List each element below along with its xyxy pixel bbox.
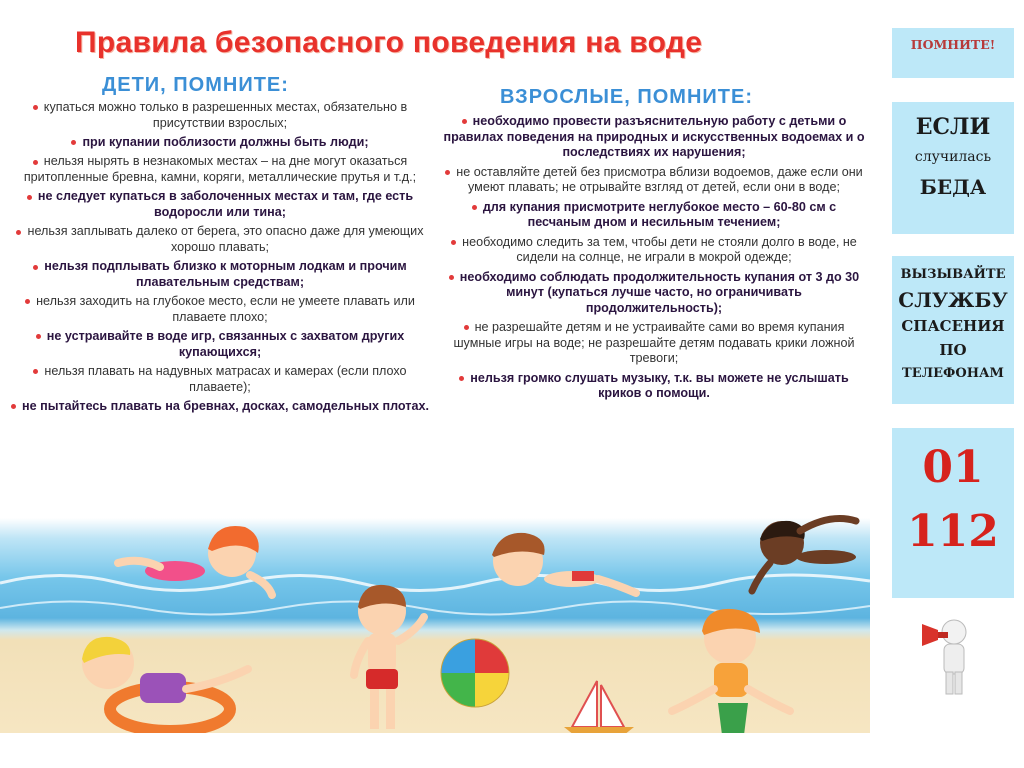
rule-item [10,294,430,325]
bullet-icon [462,119,467,124]
rule-text: купаться можно только в разрешенных местах, обязательно в присутствии взрослых; [43,100,408,130]
phone-numbers-panel [892,428,1014,598]
bullet-icon [33,369,38,374]
safety-poster [0,18,870,733]
bullet-icon [472,205,477,210]
rule-item [440,371,868,402]
swimming-boy [492,533,636,593]
girl-with-bucket [672,609,790,733]
service-line-4: ПО [939,341,967,359]
service-line-3: СПАСЕНИЯ [901,317,1005,335]
bullet-icon [459,376,464,381]
sea-waves [0,575,870,615]
girl-on-swim-ring [82,637,248,731]
rule-text: необходимо провести разъяснительную работу с детьми о правилах поведения на природных и искусственных водоемах и о последствиях их нарушения; [443,114,865,160]
if-trouble-panel [892,102,1014,234]
rule-item [10,399,430,415]
rule-item [10,224,430,255]
rule-text: нельзя громко слушать музыку, т.к. вы можете не услышать криков о помощи. [470,370,849,401]
beach-ball [441,639,509,707]
rule-item [440,165,868,196]
trouble-line-2: случилась [914,149,992,165]
bullet-icon [33,160,38,165]
rule-item [440,114,868,161]
rule-item [10,364,430,395]
rule-item [440,320,868,367]
bullet-icon [71,140,76,145]
service-line-5: ТЕЛЕФОНАМ [902,366,1004,381]
poster-title: Правила безопасного поведения на воде [75,26,703,59]
rule-text: нельзя заплывать далеко от берега, это опасно даже для умеющих хорошо плавать; [27,224,424,254]
trouble-line-1: ЕСЛИ [915,114,991,140]
remember-panel [892,28,1014,78]
service-line-2: СЛУЖБУ [898,288,1008,312]
rule-item [440,200,868,231]
bullet-icon [33,265,38,270]
bullet-icon [451,240,456,245]
swimming-child-right [752,519,856,591]
adults-rules-list [440,114,868,406]
rule-text: нельзя нырять в незнакомых местах – на дне могут оказаться притопленные бревна, камни, коряги, металлические прутья и т.д.; [23,154,417,184]
rule-item [440,270,868,317]
bullet-icon [33,105,38,110]
beach-illustration [0,513,870,733]
bullet-icon [11,404,16,409]
rule-text: нельзя заходить на глубокое место, если не умеете плавать или плаваете плохо; [36,294,415,324]
rule-text: при купании поблизости должны быть люди; [82,134,369,149]
kids-heading: ДЕТИ, ПОМНИТЕ: [102,74,289,96]
rule-text: не устраивайте в воде игр, связанных с захватом других купающихся; [46,329,405,359]
megaphone-figure-icon [918,610,978,700]
rule-item [10,135,430,151]
bullet-icon [464,325,469,330]
rule-item [440,235,868,266]
bullet-icon [445,170,450,175]
rule-text: не следует купаться в заболоченных местах и там, где есть водоросли или тина; [37,189,414,219]
remember-label: ПОМНИТЕ! [910,37,996,52]
bullet-icon [27,195,32,200]
rule-item [10,259,430,290]
adults-heading: ВЗРОСЛЫЕ, ПОМНИТЕ: [500,86,753,108]
bullet-icon [36,334,41,339]
rule-item [10,154,430,185]
bullet-icon [16,230,21,235]
trouble-line-3: БЕДА [919,175,987,199]
rule-item [10,189,430,220]
bullet-icon [449,275,454,280]
phone-number-01: 01 [922,442,984,493]
swimming-girl [118,526,272,595]
rule-text: необходимо следить за тем, чтобы дети не стояли долго в воде, не сидели на солнце, не играли в мокрой одежде; [462,234,857,265]
bullet-icon [25,299,30,304]
service-line-1: ВЫЗЫВАЙТЕ [900,267,1006,282]
rule-text: нельзя подплывать близко к моторным лодкам и прочим плавательным средствам; [44,259,407,289]
rule-text: не разрешайте детям и не устраивайте сами во время купания шумные игры на воде; не разрешайте детям подавать крики ложной тревоги; [453,320,855,366]
rule-text: для купания присмотрите неглубокое место – 60-80 см с песчаным дном и несильным течением; [482,199,837,230]
rule-text: необходимо соблюдать продолжительность купания от 3 до 30 минут (купаться лучше часто, но ограничивать продолжительность); [459,269,860,315]
rule-text: нельзя плавать на надувных матрасах и камерах (если плохо плаваете); [44,364,407,394]
rule-text: не оставляйте детей без присмотра вблизи водоемов, даже если они умеют плавать; не отрывайте взгляд от детей, если они в воде; [456,164,863,195]
rule-text: не пытайтесь плавать на бревнах, досках, самодельных плотах. [22,399,429,414]
phone-number-112: 112 [907,506,999,557]
toy-sailboat [564,681,634,733]
rule-item [10,329,430,360]
kids-rules-list [10,100,430,419]
rule-item [10,100,430,131]
call-rescue-panel [892,256,1014,404]
